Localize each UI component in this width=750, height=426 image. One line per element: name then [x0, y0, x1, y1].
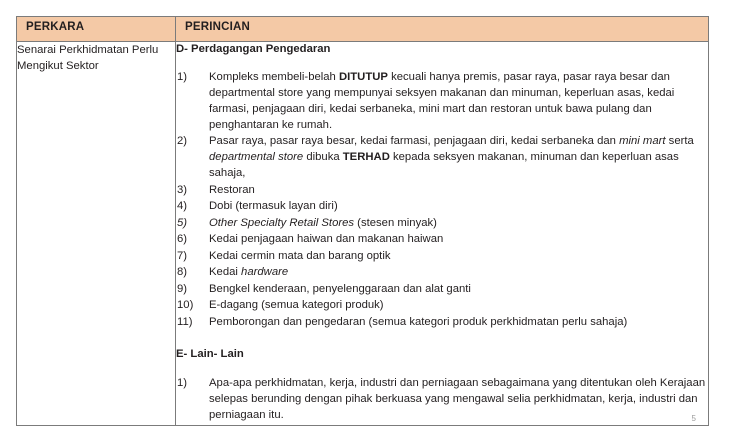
list-item	[176, 232, 708, 248]
table-header-row	[17, 17, 709, 42]
list-item-text	[209, 283, 471, 295]
list-item-text	[209, 266, 288, 278]
list-item-marker: 11)	[177, 315, 193, 328]
text-run: serta	[665, 135, 694, 148]
section-heading: D- Perdagangan Pengedaran	[176, 43, 331, 55]
header-cell-perkara	[17, 17, 176, 42]
list-item	[176, 183, 708, 199]
list-item-marker: 9)	[177, 282, 188, 295]
list-item-text	[209, 250, 390, 262]
list-item	[176, 216, 708, 232]
perincian-sections	[176, 42, 708, 424]
numbered-list	[176, 376, 708, 424]
cell-perkara	[17, 42, 176, 426]
text-run: Pemborongan dan pengedaran (semua kategori produk perkhidmatan perlu sahaja)	[209, 315, 628, 328]
text-run: hardware	[241, 266, 289, 279]
perkara-text: Senarai Perkhidmatan Perlu Mengikut Sektor	[17, 44, 159, 73]
list-item-marker: 2)	[177, 135, 188, 148]
text-run: kepada seksyen makanan, minuman dan keperluan asas sahaja,	[209, 151, 679, 180]
list-item-marker: 10)	[177, 299, 194, 312]
list-item	[176, 298, 708, 314]
list-item	[176, 249, 708, 265]
text-run: Bengkel kenderaan, penyelenggaraan dan alat ganti	[209, 282, 471, 295]
text-run: Kedai cermin mata dan barang optik	[209, 249, 391, 262]
text-run: Kompleks membeli-belah	[209, 70, 339, 83]
text-run: (stesen minyak)	[354, 216, 437, 229]
text-run: kecuali hanya premis, pasar raya, pasar raya besar dan departmental store yang mempunyai seksyen makanan dan minuman, keperluan asas, kedai farmasi, penjagaan diri, kedai serbaneka, mini mart dan restoran untuk bawa pulang dan penghantaran ke rumah.	[209, 70, 675, 131]
list-item-text	[209, 135, 694, 179]
text-run: TERHAD	[342, 151, 390, 164]
header-label-perkara: PERKARA	[26, 21, 85, 33]
list-item-text	[209, 377, 705, 421]
text-run: Kedai	[209, 266, 242, 279]
text-run: departmental store	[209, 151, 304, 164]
list-item-text	[209, 316, 627, 328]
list-item	[176, 376, 708, 424]
list-item	[176, 199, 708, 215]
page-number: 5	[691, 413, 696, 423]
list-item-marker: 5)	[177, 216, 188, 229]
list-item-text	[209, 200, 338, 212]
text-run: Apa-apa perkhidmatan, kerja, industri dan perniagaan sebagaimana yang ditentukan oleh Kerajaan selepas berunding dengan pihak berkuasa yang mengawal selia perkhidmatan, kerja, industri dan perniagaan itu.	[209, 377, 706, 422]
header-cell-perincian	[176, 17, 709, 42]
text-run: Pasar raya, pasar raya besar, kedai farmasi, penjagaan diri, kedai serbaneka dan	[209, 135, 620, 148]
list-item-text	[209, 71, 674, 131]
list-item-text	[209, 184, 255, 196]
list-item-marker: 8)	[177, 266, 188, 279]
list-item-text	[209, 217, 437, 229]
perkara-perincian-table	[16, 16, 709, 426]
text-run: Restoran	[209, 183, 255, 196]
list-item-text	[209, 299, 384, 311]
list-item-marker: 7)	[177, 249, 188, 262]
cell-perincian	[176, 42, 709, 426]
list-item	[176, 70, 708, 134]
list-item-marker: 1)	[177, 377, 188, 390]
list-item-text	[209, 233, 443, 245]
list-item	[176, 265, 708, 281]
header-label-perincian: PERINCIAN	[185, 21, 251, 33]
list-item-marker: 6)	[177, 233, 188, 246]
list-item-marker: 3)	[177, 183, 188, 196]
text-run: Other Specialty Retail Stores	[209, 216, 355, 229]
text-run: DITUTUP	[338, 70, 388, 83]
list-item	[176, 134, 708, 182]
list-item	[176, 282, 708, 298]
table-row	[17, 42, 709, 426]
text-run: E-dagang (semua kategori produk)	[209, 299, 384, 312]
text-run: dibuka	[303, 151, 343, 164]
list-item	[176, 315, 708, 331]
section-heading: E- Lain- Lain	[176, 347, 244, 360]
numbered-list	[176, 70, 708, 331]
text-run: Kedai penjagaan haiwan dan makanan haiwan	[209, 233, 444, 246]
text-run: mini mart	[619, 135, 666, 148]
list-item-marker: 4)	[177, 200, 188, 213]
text-run: Dobi (termasuk layan diri)	[209, 200, 338, 213]
list-item-marker: 1)	[177, 70, 188, 83]
